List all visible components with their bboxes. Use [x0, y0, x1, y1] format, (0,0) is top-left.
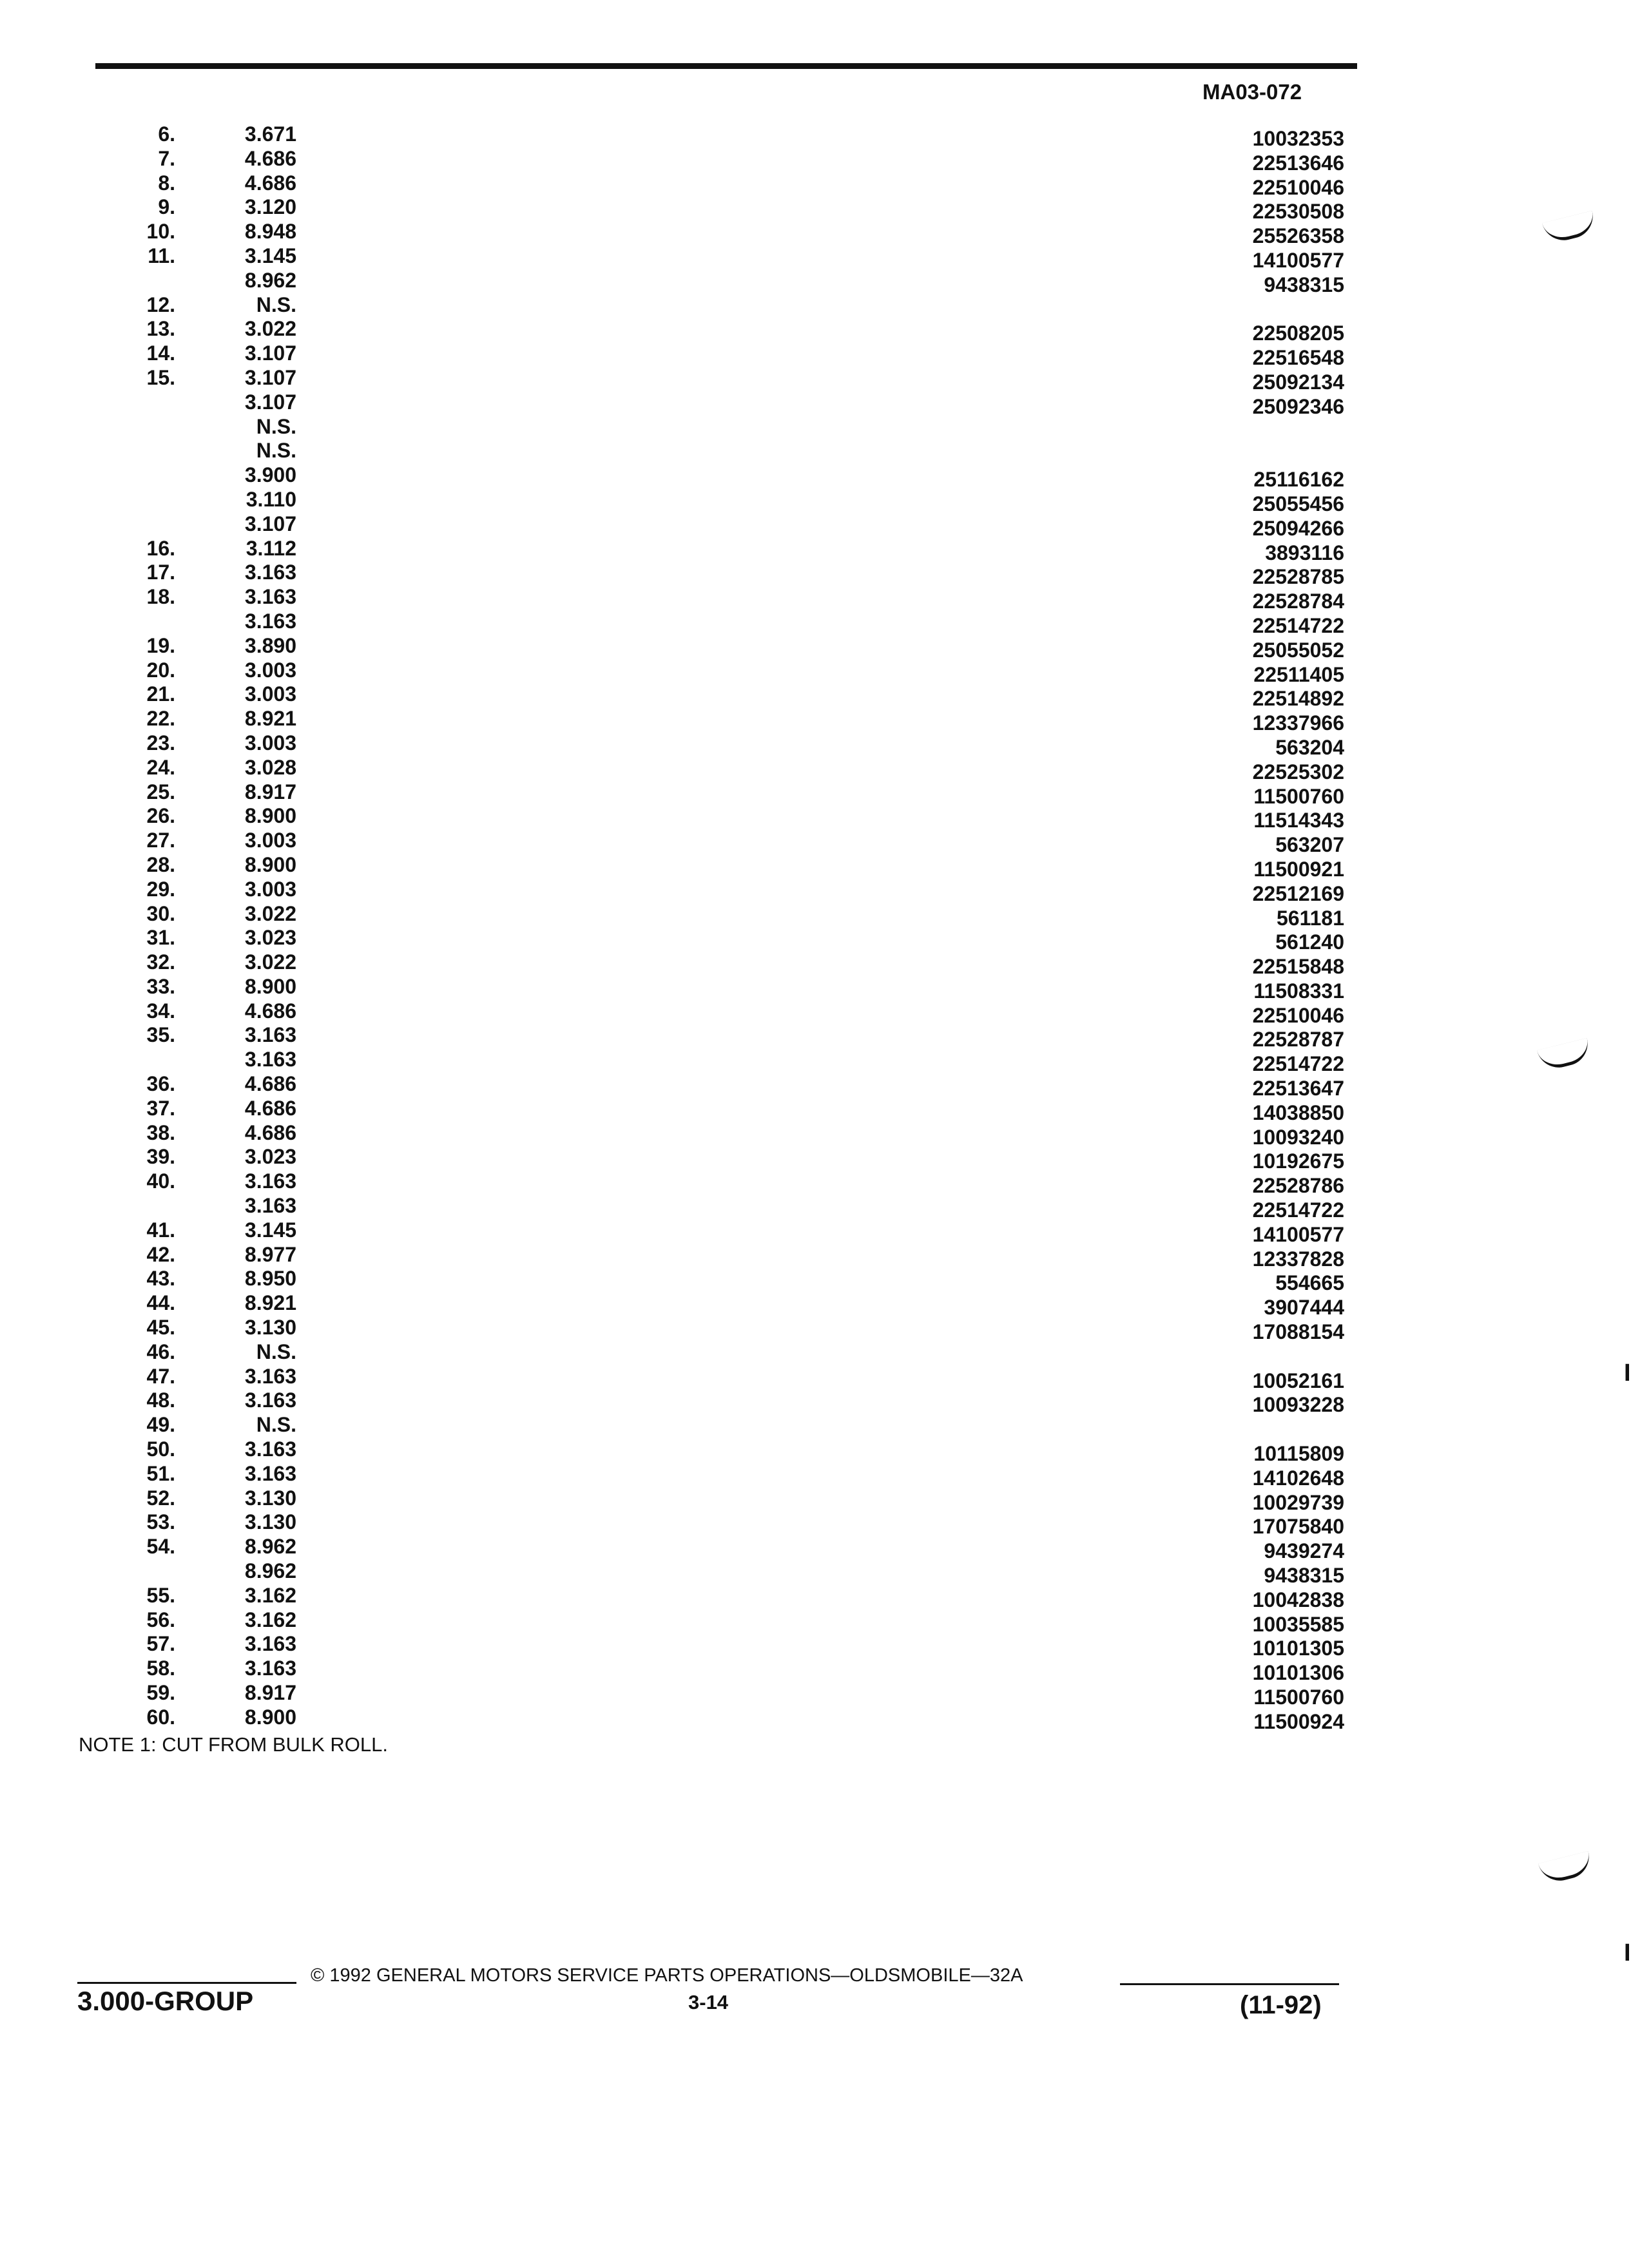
item-number: 46.: [146, 1340, 175, 1363]
parts-row: [0, 1267, 1629, 1295]
group-number: 3.890: [244, 633, 296, 657]
part-number: 3893116: [1265, 541, 1344, 564]
parts-row: [0, 974, 1629, 1003]
item-number: 50.: [146, 1437, 175, 1461]
group-number: 3.003: [244, 829, 296, 852]
part-number: 14100577: [1252, 1222, 1344, 1246]
parts-row: [0, 512, 1629, 540]
group-number: 3.112: [246, 536, 296, 560]
parts-row: [0, 731, 1629, 759]
group-number: 8.950: [244, 1267, 296, 1291]
part-number: 3907444: [1264, 1296, 1344, 1320]
parts-row: [0, 950, 1629, 979]
parts-row: [0, 268, 1629, 296]
group-number: 8.977: [244, 1242, 296, 1266]
parts-row: [0, 171, 1629, 199]
item-number: 54.: [146, 1535, 175, 1559]
group-number: 4.686: [244, 1072, 296, 1096]
item-number: 21.: [146, 682, 175, 706]
edge-glyph: I: [1624, 1360, 1631, 1387]
group-number: 3.900: [244, 463, 296, 487]
parts-row: [0, 536, 1629, 564]
parts-row: [0, 195, 1629, 224]
parts-row: [0, 1120, 1629, 1149]
item-number: 35.: [146, 1023, 175, 1047]
group-number: 3.162: [244, 1583, 296, 1607]
parts-row: [0, 1657, 1629, 1685]
parts-row: [0, 682, 1629, 711]
group-number: 3.163: [244, 1632, 296, 1656]
parts-row: [0, 707, 1629, 735]
parts-list: [0, 122, 1629, 1733]
parts-row: [0, 244, 1629, 272]
group-number: 3.023: [244, 926, 296, 950]
item-number: 31.: [146, 926, 175, 950]
part-number: 561181: [1276, 906, 1344, 930]
part-number: 22528786: [1252, 1174, 1344, 1198]
parts-row: [0, 633, 1629, 662]
parts-row: [0, 341, 1629, 370]
item-number: 58.: [146, 1657, 175, 1680]
parts-row: [0, 1389, 1629, 1417]
group-number: 3.107: [244, 341, 296, 365]
part-number: 9439274: [1264, 1539, 1344, 1563]
group-number: 3.110: [246, 487, 296, 511]
footer-group-label: 3.000-GROUP: [77, 1986, 254, 2016]
parts-row: [0, 829, 1629, 857]
group-number: 8.900: [244, 804, 296, 828]
group-number: N.S.: [256, 439, 296, 463]
part-number: 10042838: [1252, 1588, 1344, 1611]
group-number: 3.163: [244, 1389, 296, 1412]
part-number: 22511405: [1253, 662, 1344, 686]
group-number: 8.900: [244, 974, 296, 998]
parts-row: [0, 390, 1629, 418]
parts-row: [0, 293, 1629, 318]
group-number: 3.163: [244, 561, 296, 584]
item-number: 51.: [146, 1461, 175, 1485]
item-number: 43.: [146, 1267, 175, 1291]
group-number: 3.163: [244, 1657, 296, 1680]
part-number: 10101305: [1252, 1637, 1344, 1660]
part-number: 10101306: [1252, 1661, 1344, 1685]
part-number: 22514722: [1252, 1198, 1344, 1222]
parts-row: [0, 1461, 1629, 1490]
group-number: 8.900: [244, 1705, 296, 1729]
parts-row: [0, 1169, 1629, 1198]
parts-row: [0, 1316, 1629, 1344]
group-number: 4.686: [244, 1096, 296, 1120]
edge-glyph: I: [1624, 1939, 1631, 1966]
part-number: 25092134: [1252, 370, 1344, 394]
item-number: 39.: [146, 1145, 175, 1169]
parts-row: [0, 365, 1629, 394]
group-number: 8.900: [244, 852, 296, 876]
item-number: 10.: [146, 220, 175, 244]
parts-row: [0, 561, 1629, 589]
item-number: 42.: [146, 1242, 175, 1266]
parts-row: [0, 658, 1629, 686]
group-number: N.S.: [256, 1413, 296, 1437]
part-number: 10032353: [1252, 127, 1344, 150]
item-number: 45.: [146, 1316, 175, 1340]
item-number: 9.: [158, 195, 175, 219]
item-number: 36.: [146, 1072, 175, 1096]
item-number: 56.: [146, 1608, 175, 1631]
group-number: 3.107: [244, 512, 296, 535]
group-number: 3.163: [244, 1048, 296, 1072]
group-number: 3.163: [244, 609, 296, 633]
item-number: 53.: [146, 1510, 175, 1534]
binder-hole-mark: [1538, 1851, 1594, 1885]
parts-row: [0, 146, 1629, 175]
parts-row: [0, 1413, 1629, 1437]
parts-row: [0, 122, 1629, 150]
footer-date: (11-92): [1240, 1991, 1322, 2019]
parts-row: [0, 1291, 1629, 1320]
group-number: 3.003: [244, 731, 296, 754]
part-number: 25055052: [1252, 638, 1344, 662]
parts-row: [0, 1705, 1629, 1733]
part-number: 22530508: [1252, 200, 1344, 224]
group-number: 4.686: [244, 146, 296, 170]
part-number: 22508205: [1252, 322, 1344, 345]
parts-row: [0, 877, 1629, 905]
group-number: 3.163: [244, 1364, 296, 1388]
item-number: 37.: [146, 1096, 175, 1120]
item-number: 15.: [146, 365, 175, 389]
group-number: 3.130: [244, 1486, 296, 1510]
parts-row: [0, 463, 1629, 492]
item-number: 7.: [158, 146, 175, 170]
part-number: 25094266: [1252, 516, 1344, 540]
part-number: 22510046: [1252, 175, 1344, 199]
item-number: 57.: [146, 1632, 175, 1656]
parts-row: [0, 1559, 1629, 1588]
group-number: 3.162: [244, 1608, 296, 1631]
group-number: 3.003: [244, 658, 296, 682]
parts-row: [0, 1242, 1629, 1271]
group-number: 3.022: [244, 950, 296, 974]
item-number: 60.: [146, 1705, 175, 1729]
group-number: N.S.: [256, 293, 296, 316]
parts-row: [0, 852, 1629, 881]
group-number: N.S.: [256, 1340, 296, 1363]
part-number: 22528785: [1252, 565, 1344, 589]
item-number: 8.: [158, 171, 175, 195]
group-number: 3.003: [244, 877, 296, 901]
footer-rule-right: [1120, 1983, 1339, 1985]
part-number: 22512169: [1252, 881, 1344, 905]
parts-row: [0, 1145, 1629, 1173]
parts-row: [0, 220, 1629, 248]
part-number: 12337828: [1252, 1247, 1344, 1271]
part-number: 14038850: [1252, 1100, 1344, 1124]
item-number: 19.: [146, 633, 175, 657]
part-number: 14100577: [1252, 248, 1344, 272]
parts-row: [0, 926, 1629, 954]
item-number: 55.: [146, 1583, 175, 1607]
group-number: 3.163: [244, 1461, 296, 1485]
parts-row: [0, 999, 1629, 1027]
part-number: 25092346: [1252, 394, 1344, 418]
parts-row: [0, 1608, 1629, 1636]
parts-row: [0, 1632, 1629, 1660]
part-number: 22513647: [1252, 1077, 1344, 1100]
footer-copyright: © 1992 GENERAL MOTORS SERVICE PARTS OPERATIONS—OLDSMOBILE—32A: [311, 1965, 1023, 1986]
part-number: 22528784: [1252, 590, 1344, 613]
part-number: 25055456: [1252, 492, 1344, 515]
parts-row: [0, 1023, 1629, 1052]
parts-row: [0, 1048, 1629, 1076]
item-number: 32.: [146, 950, 175, 974]
item-number: 59.: [146, 1681, 175, 1704]
item-number: 28.: [146, 852, 175, 876]
group-number: 3.163: [244, 585, 296, 609]
part-number: 563204: [1275, 735, 1344, 759]
item-number: 52.: [146, 1486, 175, 1510]
part-number: 10029739: [1252, 1490, 1344, 1514]
group-number: 8.962: [244, 1559, 296, 1583]
part-number: 554665: [1275, 1271, 1344, 1295]
group-number: 3.022: [244, 317, 296, 341]
page-code: MA03-072: [1202, 80, 1302, 104]
group-number: 4.686: [244, 171, 296, 195]
parts-row: [0, 1583, 1629, 1611]
part-number: 11500760: [1253, 1686, 1344, 1709]
item-number: 27.: [146, 829, 175, 852]
part-number: 22528787: [1252, 1028, 1344, 1052]
group-number: 8.921: [244, 707, 296, 731]
part-number: 22514892: [1252, 687, 1344, 711]
part-number: 25116162: [1253, 468, 1344, 492]
item-number: 6.: [158, 122, 175, 146]
parts-row: [0, 1096, 1629, 1124]
parts-row: [0, 755, 1629, 783]
parts-row: [0, 804, 1629, 832]
part-number: 22514722: [1252, 613, 1344, 637]
top-rule: [95, 63, 1357, 69]
item-number: 12.: [146, 293, 175, 316]
group-number: N.S.: [256, 414, 296, 438]
group-number: 3.120: [244, 195, 296, 219]
item-number: 41.: [146, 1218, 175, 1242]
part-number: 10192675: [1252, 1149, 1344, 1173]
part-number: 14102648: [1252, 1466, 1344, 1490]
part-number: 22516548: [1252, 346, 1344, 370]
parts-row: [0, 609, 1629, 637]
footer-page-number: 3-14: [688, 1991, 729, 2013]
group-number: 3.107: [244, 365, 296, 389]
item-number: 33.: [146, 974, 175, 998]
parts-row: [0, 1364, 1629, 1392]
part-number: 22513646: [1252, 151, 1344, 175]
parts-row: [0, 1510, 1629, 1539]
group-number: 3.163: [244, 1437, 296, 1461]
item-number: 23.: [146, 731, 175, 754]
group-number: 8.962: [244, 1535, 296, 1559]
item-number: 11.: [148, 244, 175, 267]
part-number: 9438315: [1264, 1564, 1344, 1588]
parts-row: [0, 317, 1629, 345]
group-number: 3.022: [244, 901, 296, 925]
group-number: 3.145: [244, 244, 296, 267]
group-number: 8.962: [244, 268, 296, 292]
part-number: 9438315: [1264, 273, 1344, 296]
part-number: 10115809: [1253, 1442, 1344, 1466]
part-number: 561240: [1275, 930, 1344, 954]
part-number: 12337966: [1252, 711, 1344, 735]
item-number: 47.: [146, 1364, 175, 1388]
item-number: 16.: [146, 536, 175, 560]
group-number: 3.130: [244, 1316, 296, 1340]
item-number: 25.: [146, 780, 175, 803]
parts-row: [0, 1218, 1629, 1246]
parts-row: [0, 1535, 1629, 1563]
item-number: 13.: [146, 317, 175, 341]
part-number: 10093240: [1252, 1125, 1344, 1149]
group-number: 3.130: [244, 1510, 296, 1534]
part-number: 11500921: [1253, 857, 1344, 881]
parts-row: [0, 439, 1629, 463]
item-number: 17.: [146, 561, 175, 584]
item-number: 22.: [146, 707, 175, 731]
parts-row: [0, 585, 1629, 613]
part-number: 17088154: [1252, 1320, 1344, 1344]
part-number: 11500924: [1253, 1709, 1344, 1733]
group-number: 3.163: [244, 1023, 296, 1047]
part-number: 10052161: [1252, 1369, 1344, 1392]
item-number: 34.: [146, 999, 175, 1023]
item-number: 30.: [146, 901, 175, 925]
item-number: 48.: [146, 1389, 175, 1412]
parts-row: [0, 780, 1629, 808]
group-number: 8.917: [244, 780, 296, 803]
group-number: 4.686: [244, 999, 296, 1023]
group-number: 4.686: [244, 1120, 296, 1144]
group-number: 3.671: [244, 122, 296, 146]
footer-rule-left: [77, 1982, 296, 1984]
part-number: 563207: [1275, 833, 1344, 857]
group-number: 3.163: [244, 1194, 296, 1218]
item-number: 20.: [146, 658, 175, 682]
item-number: 24.: [146, 755, 175, 779]
group-number: 3.023: [244, 1145, 296, 1169]
parts-row: [0, 1486, 1629, 1514]
group-number: 8.948: [244, 220, 296, 244]
parts-row: [0, 901, 1629, 930]
parts-row: [0, 415, 1629, 439]
item-number: 26.: [146, 804, 175, 828]
parts-row: [0, 1072, 1629, 1100]
part-number: 11514343: [1253, 809, 1344, 832]
parts-row: [0, 487, 1629, 515]
group-number: 3.145: [244, 1218, 296, 1242]
item-number: 18.: [146, 585, 175, 609]
group-number: 8.917: [244, 1681, 296, 1704]
item-number: 29.: [146, 877, 175, 901]
item-number: 14.: [146, 341, 175, 365]
part-number: 11508331: [1253, 979, 1344, 1003]
group-number: 3.028: [244, 755, 296, 779]
group-number: 3.003: [244, 682, 296, 706]
item-number: 49.: [146, 1413, 175, 1437]
part-number: 11500760: [1253, 784, 1344, 808]
part-number: 10093228: [1252, 1393, 1344, 1417]
item-number: 38.: [146, 1120, 175, 1144]
part-number: 25526358: [1252, 224, 1344, 248]
part-number: 10035585: [1252, 1612, 1344, 1636]
part-number: 17075840: [1252, 1515, 1344, 1539]
group-number: 3.163: [244, 1169, 296, 1193]
parts-row: [0, 1194, 1629, 1222]
item-number: 40.: [146, 1169, 175, 1193]
parts-row: [0, 1340, 1629, 1365]
group-number: 8.921: [244, 1291, 296, 1315]
part-number: 22515848: [1252, 955, 1344, 979]
part-number: 22514722: [1252, 1052, 1344, 1076]
group-number: 3.107: [244, 390, 296, 414]
part-number: 22525302: [1252, 760, 1344, 783]
item-number: 44.: [146, 1291, 175, 1315]
note: NOTE 1: CUT FROM BULK ROLL.: [79, 1733, 389, 1756]
parts-row: [0, 1681, 1629, 1709]
parts-row: [0, 1437, 1629, 1466]
part-number: 22510046: [1252, 1003, 1344, 1027]
